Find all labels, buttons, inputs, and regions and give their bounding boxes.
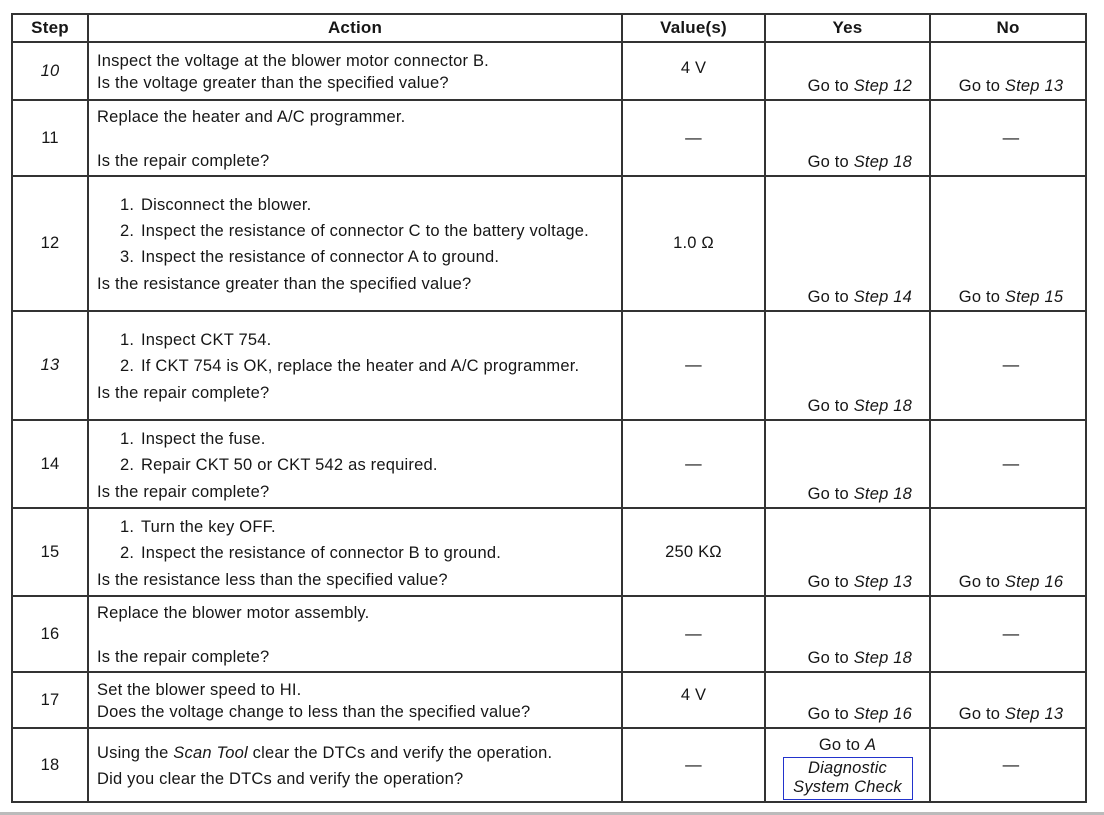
yes-prefix: Go to: [807, 153, 854, 171]
header-no: No: [930, 14, 1086, 42]
yes-goto: Go to A: [818, 736, 877, 754]
action-text: Set the blower speed to HI.: [97, 680, 302, 699]
list-item: 3. Inspect the resistance of connector A to ground.: [139, 247, 615, 267]
step-number: 11: [12, 100, 88, 176]
action-question: Is the repair complete?: [97, 647, 270, 666]
action-text: Replace the blower motor assembly.: [97, 603, 370, 622]
step-number: 13: [12, 311, 88, 420]
table-row: [12, 100, 1086, 176]
yes-prefix: Go to: [807, 288, 854, 306]
action-cell: [88, 596, 622, 672]
no-cell: —: [930, 311, 1086, 420]
list-item: 1. Inspect the fuse.: [139, 429, 615, 449]
yes-cell: [765, 176, 930, 311]
list-item: 1. Inspect CKT 754.: [139, 330, 615, 350]
yes-cell: [765, 728, 930, 802]
action-list: [97, 330, 615, 376]
action-list: [97, 429, 615, 475]
action-text: Using the Scan Tool clear the DTCs and verify the operation.: [97, 743, 553, 762]
yes-step-link[interactable]: Step 18: [853, 397, 912, 415]
step-number: 10: [12, 42, 88, 100]
no-cell: —: [930, 100, 1086, 176]
value-cell: 4 V: [622, 42, 765, 100]
yes-prefix: Go to: [807, 77, 854, 95]
table-row: [12, 596, 1086, 672]
action-question: Does the voltage change to less than the specified value?: [97, 702, 531, 721]
table-row: [12, 672, 1086, 728]
diagnostic-system-check-link[interactable]: Diagnostic System Check: [783, 757, 913, 800]
yes-prefix: Go to: [807, 397, 854, 415]
value-cell: —: [622, 596, 765, 672]
list-item: 1. Disconnect the blower.: [139, 195, 615, 215]
no-step-link[interactable]: Step 15: [1004, 288, 1064, 306]
yes-prefix: Go to: [807, 705, 854, 723]
action-question: Is the repair complete?: [97, 482, 270, 501]
no-step-link[interactable]: Step 16: [1004, 573, 1064, 591]
list-item: 2. Repair CKT 50 or CKT 542 as required.: [139, 455, 615, 475]
step-number: 15: [12, 508, 88, 596]
yes-step-link[interactable]: Step 13: [853, 573, 912, 591]
yes-prefix: Go to: [807, 485, 854, 503]
value-cell: 250 KΩ: [622, 508, 765, 596]
list-item: 2. Inspect the resistance of connector C to the battery voltage.: [139, 221, 615, 241]
yes-step-link[interactable]: Step 18: [853, 485, 912, 503]
yes-cell: [765, 420, 930, 508]
no-cell: —: [930, 596, 1086, 672]
action-text: Replace the heater and A/C programmer.: [97, 107, 406, 126]
yes-cell: [765, 42, 930, 100]
no-prefix: Go to: [958, 705, 1005, 723]
table-row: [12, 420, 1086, 508]
no-cell: [930, 508, 1086, 596]
header-action: Action: [88, 14, 622, 42]
action-text: Inspect the voltage at the blower motor connector B.: [97, 51, 489, 70]
scan-tool-term: Scan Tool: [173, 743, 248, 762]
step-number: 16: [12, 596, 88, 672]
list-item: 1. Turn the key OFF.: [139, 517, 615, 537]
step-number: 17: [12, 672, 88, 728]
yes-cell: [765, 100, 930, 176]
yes-step-link[interactable]: Step 14: [853, 288, 912, 306]
list-item: 2. Inspect the resistance of connector B to ground.: [139, 543, 615, 563]
action-question: Is the resistance greater than the specified value?: [97, 275, 472, 293]
action-question: Is the resistance less than the specified value?: [97, 570, 448, 589]
action-cell: [88, 672, 622, 728]
header-yes: Yes: [765, 14, 930, 42]
no-step-link[interactable]: Step 13: [1004, 705, 1064, 723]
no-prefix: Go to: [958, 573, 1005, 591]
yes-step-link[interactable]: Step 18: [853, 649, 912, 667]
yes-step-link[interactable]: Step 16: [853, 705, 912, 723]
value-cell: —: [622, 728, 765, 802]
value-cell: —: [622, 420, 765, 508]
yes-cell: [765, 596, 930, 672]
yes-prefix: Go to: [807, 573, 854, 591]
yes-step-link[interactable]: Step 12: [853, 77, 912, 95]
step-number: 18: [12, 728, 88, 802]
action-question: Is the voltage greater than the specified value?: [97, 73, 449, 92]
no-cell: [930, 42, 1086, 100]
yes-cell: [765, 311, 930, 420]
header-values: Value(s): [622, 14, 765, 42]
diagnostic-table: [11, 13, 1087, 803]
header-row: [12, 14, 1086, 42]
value-cell: —: [622, 100, 765, 176]
action-question: Did you clear the DTCs and verify the operation?: [97, 769, 464, 788]
action-cell: [88, 42, 622, 100]
no-prefix: Go to: [958, 77, 1005, 95]
no-prefix: Go to: [958, 288, 1005, 306]
header-step: Step: [12, 14, 88, 42]
action-question: Is the repair complete?: [97, 151, 270, 170]
no-cell: [930, 176, 1086, 311]
action-cell: [88, 728, 622, 802]
no-step-link[interactable]: Step 13: [1004, 77, 1064, 95]
value-cell: 1.0 Ω: [622, 176, 765, 311]
yes-cell: [765, 508, 930, 596]
step-number: 14: [12, 420, 88, 508]
value-cell: —: [622, 311, 765, 420]
action-list: [97, 517, 615, 563]
yes-step-link[interactable]: Step 18: [853, 153, 912, 171]
no-cell: —: [930, 728, 1086, 802]
action-question: Is the repair complete?: [97, 384, 270, 402]
action-list: [97, 195, 615, 267]
table-row: [12, 176, 1086, 311]
step-number: 12: [12, 176, 88, 311]
action-cell: [88, 311, 622, 420]
action-cell: [88, 176, 622, 311]
no-cell: [930, 672, 1086, 728]
table-row: [12, 311, 1086, 420]
action-cell: [88, 420, 622, 508]
table-row: [12, 728, 1086, 802]
action-cell: [88, 508, 622, 596]
table-row: [12, 508, 1086, 596]
table-row: [12, 42, 1086, 100]
no-cell: —: [930, 420, 1086, 508]
action-cell: [88, 100, 622, 176]
yes-cell: [765, 672, 930, 728]
list-item: 2. If CKT 754 is OK, replace the heater and A/C programmer.: [139, 356, 615, 376]
value-cell: 4 V: [622, 672, 765, 728]
yes-prefix: Go to: [807, 649, 854, 667]
